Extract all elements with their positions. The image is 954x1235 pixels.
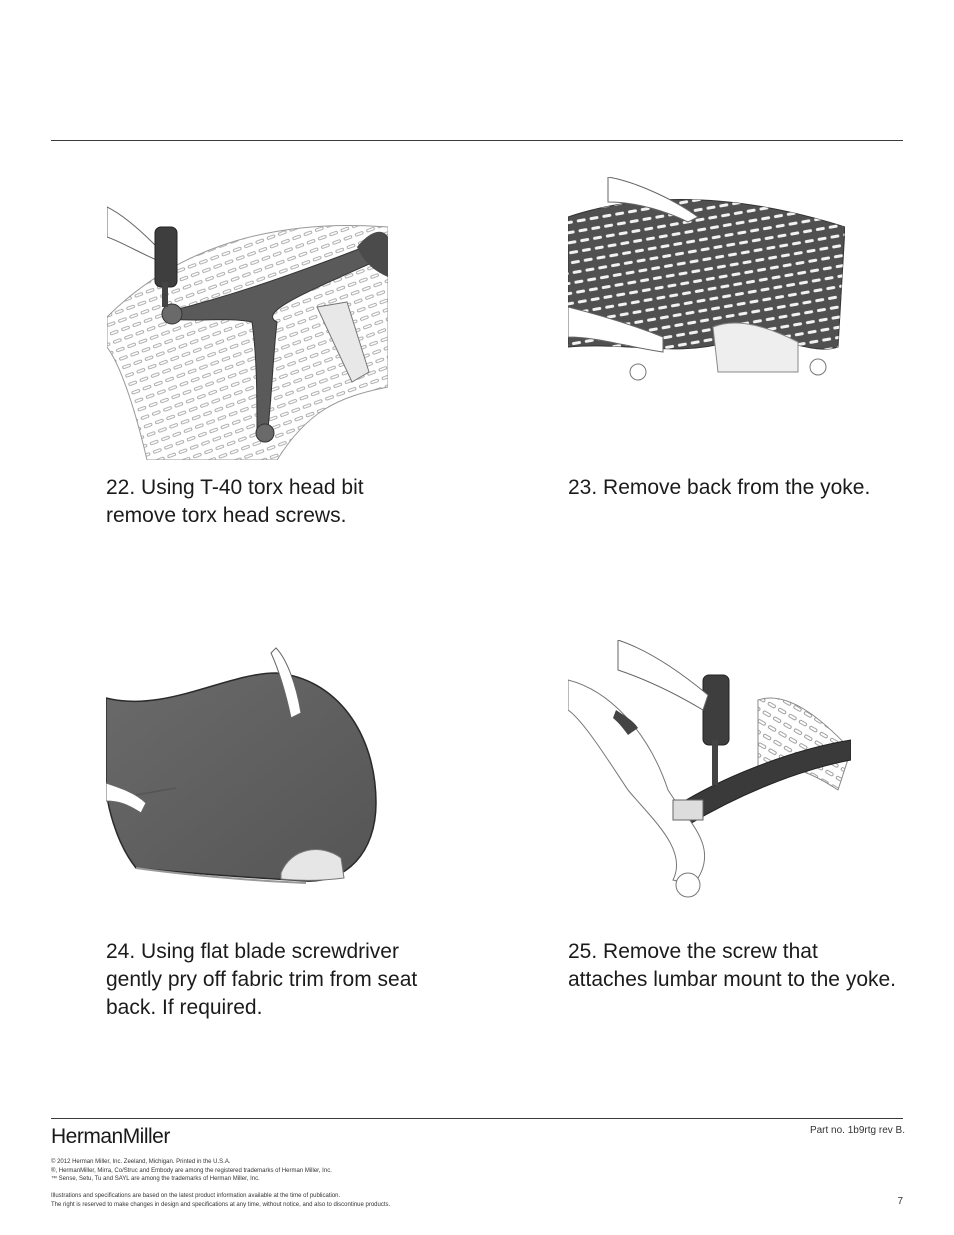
step-22-caption: 22. Using T-40 torx head bit remove torx head screws. [106,476,364,527]
brand-logo: HermanMiller [51,1125,170,1148]
legal-line: © 2012 Herman Miller, Inc. Zeeland, Michigan. Printed in the U.S.A. [51,1159,231,1165]
part-number: Part no. 1b9rtg rev B. [809,1125,905,1136]
legal-line: ®, HermanMiller, Mirra, Co/Struc and Embody are among the registered trademarks of Herman Miller, Inc. [51,1167,332,1174]
illustration-step-23 [568,177,845,452]
illustration-step-22 [107,187,388,460]
disclaimer [51,1192,551,1209]
disclaimer-line: Illustrations and specifications are based on the latest product information available at the time of publication. [51,1193,341,1199]
footer-rule [51,1118,903,1119]
disclaimer-line: The right is reserved to make changes in design and specifications at any time, without notice, and also to discontinue products. [51,1201,391,1208]
illustration-step-25 [568,640,851,906]
page-number: 7 [897,1196,903,1207]
header-rule [51,140,903,141]
legal-notice [51,1158,551,1184]
legal-line: ™ Sense, Setu, Tu and SAYL are among the trademarks of Herman Miller, Inc. [51,1176,260,1182]
step-25-caption: 25. Remove the screw that attaches lumbar mount to the yoke. [568,940,897,991]
illustration-step-24 [106,643,381,918]
step-23-caption: 23. Remove back from the yoke. [568,476,871,499]
step-24-caption: 24. Using flat blade screwdriver gently pry off fabric trim from seat back. If required. [106,940,418,1019]
